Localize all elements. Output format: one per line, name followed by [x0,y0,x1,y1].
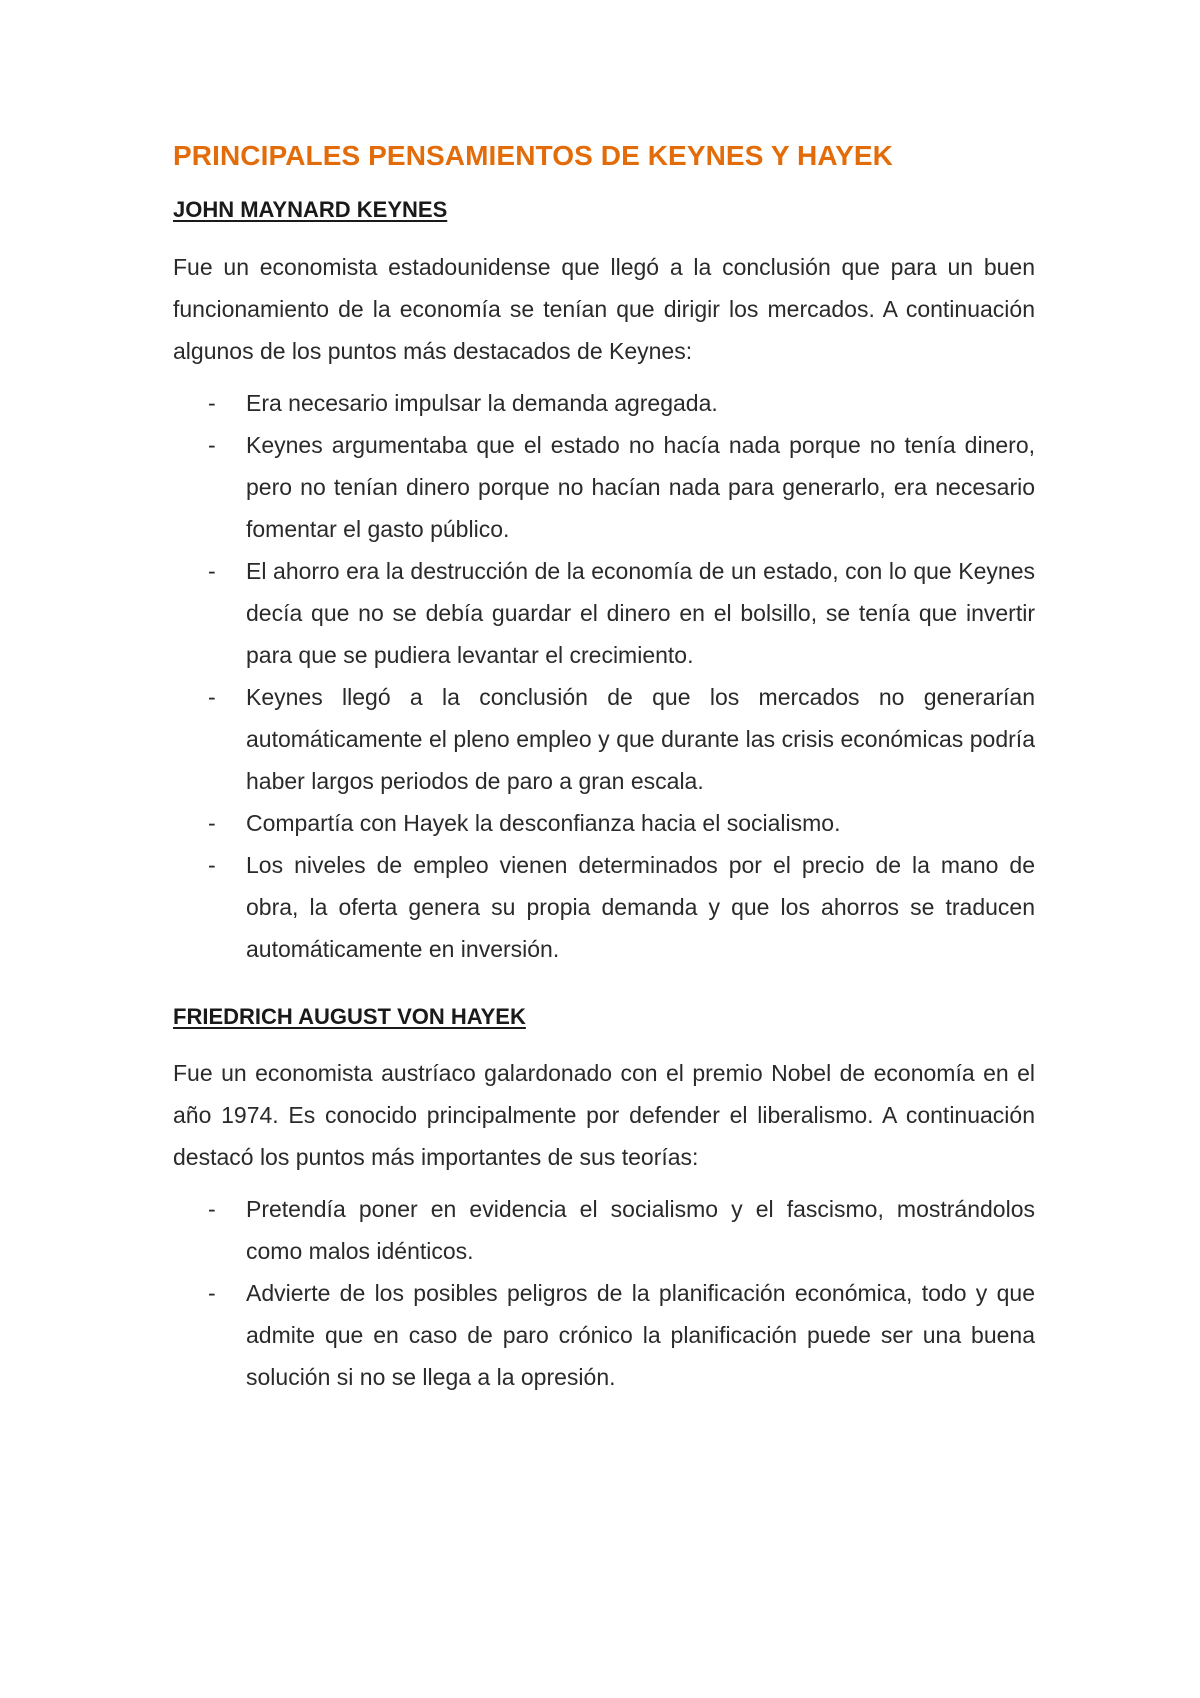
list-item [173,424,1035,550]
bullet-text: Era necesario impulsar la demanda agregada. [246,390,718,416]
section-heading-keynes: JOHN MAYNARD KEYNES [173,197,448,222]
list-item [173,550,1035,676]
bullet-list-hayek [173,1188,1035,1398]
section-heading-hayek: FRIEDRICH AUGUST VON HAYEK [173,1004,526,1029]
bullet-marker: - [208,1196,216,1222]
bullet-marker: - [208,810,216,836]
bullet-list-keynes [173,382,1035,970]
list-item [173,1188,1035,1272]
section-intro-keynes: Fue un economista estadounidense que llegó a la conclusión que para un buen funcionamiento de la economía se tenían que dirigir los mercados. A continuación algunos de los puntos más destacados de Keynes: [173,254,1035,364]
bullet-marker: - [208,432,216,458]
bullet-marker: - [208,1280,216,1306]
document-title: PRINCIPALES PENSAMIENTOS DE KEYNES Y HAYEK [173,140,893,171]
bullet-marker: - [208,390,216,416]
bullet-text: Advierte de los posibles peligros de la planificación económica, todo y que admite que en caso de paro crónico la planificación puede ser una buena solución si no se llega a la opresión. [246,1280,1035,1390]
bullet-text: Los niveles de empleo vienen determinados por el precio de la mano de obra, la oferta genera su propia demanda y que los ahorros se traducen automáticamente en inversión. [246,852,1035,962]
bullet-text: El ahorro era la destrucción de la economía de un estado, con lo que Keynes decía que no se debía guardar el dinero en el bolsillo, se tenía que invertir para que se pudiera levantar el crecimiento. [246,558,1035,668]
list-item [173,382,1035,424]
bullet-text: Keynes llegó a la conclusión de que los mercados no generarían automáticamente el pleno empleo y que durante las crisis económicas podría haber largos periodos de paro a gran escala. [246,684,1035,794]
bullet-text: Keynes argumentaba que el estado no hacía nada porque no tenía dinero, pero no tenían dinero porque no hacían nada para generarlo, era necesario fomentar el gasto público. [246,432,1035,542]
list-item [173,676,1035,802]
bullet-marker: - [208,558,216,584]
bullet-text: Pretendía poner en evidencia el socialismo y el fascismo, mostrándolos como malos idénticos. [246,1196,1035,1264]
list-item [173,1272,1035,1398]
section-intro-hayek: Fue un economista austríaco galardonado con el premio Nobel de economía en el año 1974. Es conocido principalmente por defender el liberalismo. A continuación destacó los puntos más importantes de sus teorías: [173,1060,1035,1170]
list-item [173,802,1035,844]
bullet-marker: - [208,684,216,710]
list-item [173,844,1035,970]
bullet-marker: - [208,852,216,878]
bullet-text: Compartía con Hayek la desconfianza hacia el socialismo. [246,810,841,836]
